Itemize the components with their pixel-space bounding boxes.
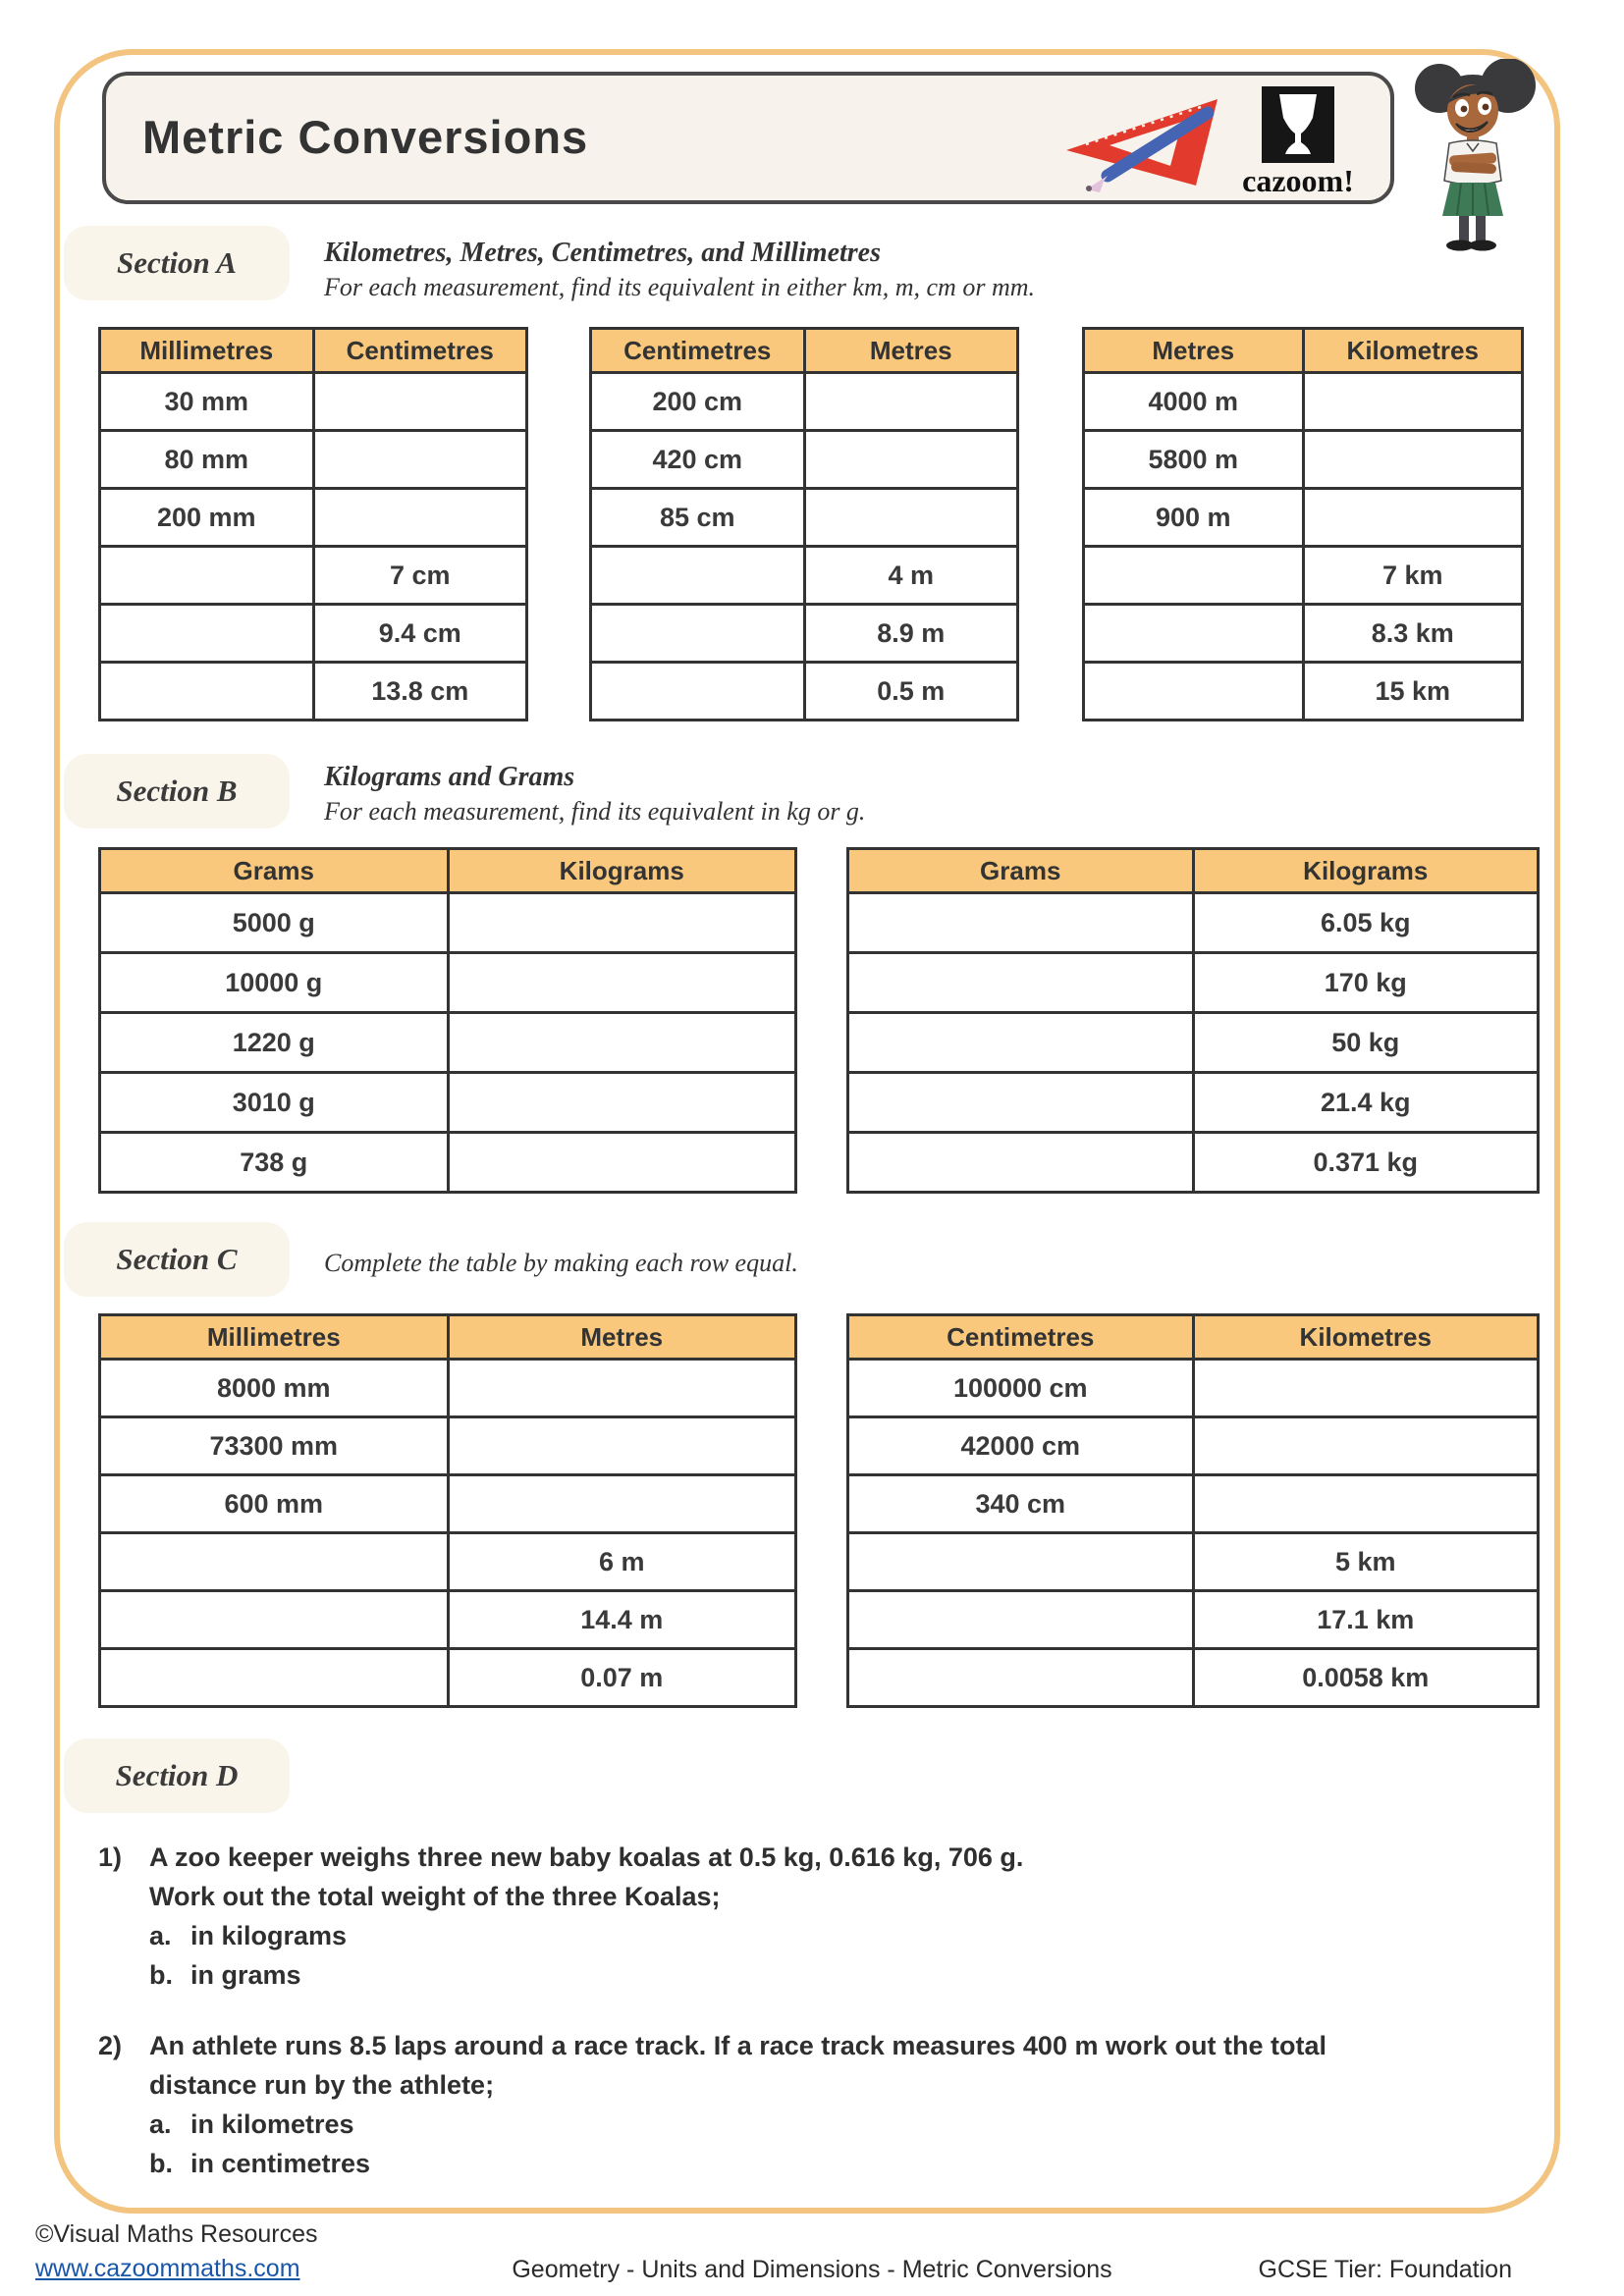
table-header-row	[592, 330, 1016, 374]
column-header: Millimetres	[206, 1321, 341, 1352]
answer-cell-blank	[1192, 1361, 1538, 1415]
answer-cell-blank	[803, 374, 1017, 429]
table-row	[849, 1361, 1537, 1415]
table-cell-value: 9.4 cm	[312, 606, 526, 661]
table-row	[101, 1361, 794, 1415]
answer-cell-blank	[849, 1650, 1192, 1705]
answer-cell-blank	[592, 664, 803, 719]
answer-cell-blank	[101, 664, 312, 719]
answer-cell-blank	[592, 548, 803, 603]
section-d-label: Section D	[64, 1738, 290, 1813]
answer-cell-blank	[849, 894, 1192, 951]
table-header-row	[101, 330, 525, 374]
table-row	[849, 1473, 1537, 1531]
table-cell-value: 900 m	[1155, 502, 1231, 532]
question-number: 2)	[98, 2031, 123, 2060]
table-row	[101, 661, 525, 719]
table-cell-value: 7 km	[1302, 548, 1522, 603]
table-row	[592, 429, 1016, 487]
table-cell-value: 4000 m	[1148, 386, 1239, 416]
answer-cell-blank	[849, 1074, 1192, 1131]
table-row	[101, 1011, 794, 1071]
table-row	[849, 1415, 1537, 1473]
question-subitem	[149, 2105, 1542, 2144]
subitem-text: in centimetres	[190, 2149, 371, 2178]
table-cell-value: 14.4 m	[447, 1592, 795, 1647]
table-row	[101, 1647, 794, 1705]
section-b-instruction: For each measurement, find its equivalent in kg or g.	[324, 797, 866, 826]
table-cell-value: 21.4 kg	[1192, 1074, 1538, 1131]
table-centimetres-kilometres	[846, 1313, 1540, 1708]
table-cell-value: 170 kg	[1192, 954, 1538, 1011]
table-row	[592, 545, 1016, 603]
table-cell-value: 10000 g	[225, 967, 323, 997]
table-row	[849, 951, 1537, 1011]
table-cell-value: 15 km	[1302, 664, 1522, 719]
question-text-line: An athlete runs 8.5 laps around a race track. If a race track measures 400 m work out the total	[149, 2031, 1326, 2060]
table-cell-value: 6 m	[447, 1534, 795, 1589]
answer-cell-blank	[849, 1592, 1192, 1647]
table-cell-value: 7 cm	[312, 548, 526, 603]
table-row	[101, 951, 794, 1011]
table-row	[101, 429, 525, 487]
table-header-row	[849, 850, 1537, 894]
column-header: Kilometres	[1302, 330, 1522, 371]
table-row	[1085, 374, 1521, 429]
table-row	[1085, 487, 1521, 545]
answer-cell-blank	[447, 1361, 795, 1415]
answer-cell-blank	[849, 1134, 1192, 1191]
section-a-label: Section A	[64, 226, 290, 300]
table-row	[1085, 661, 1521, 719]
table-row	[849, 1589, 1537, 1647]
table-cell-value: 200 mm	[156, 502, 256, 532]
table-row	[849, 1071, 1537, 1131]
footer-tier-text: GCSE Tier: Foundation	[1258, 2256, 1512, 2283]
table-row	[592, 603, 1016, 661]
table-row	[101, 1589, 794, 1647]
question-1	[98, 1838, 1542, 1995]
answer-cell-blank	[101, 1650, 447, 1705]
table-cell-value: 8000 mm	[216, 1372, 331, 1403]
worksheet-title: Metric Conversions	[142, 111, 589, 163]
answer-cell-blank	[101, 1534, 447, 1589]
answer-cell-blank	[1192, 1476, 1538, 1531]
answer-cell-blank	[1085, 606, 1302, 661]
cazoom-logo	[1232, 84, 1364, 198]
table-row	[1085, 603, 1521, 661]
table-cell-value: 42000 cm	[960, 1430, 1081, 1461]
table-cell-value: 8.3 km	[1302, 606, 1522, 661]
subitem-letter: b.	[149, 1960, 173, 1990]
answer-cell-blank	[447, 1134, 795, 1191]
table-centimetres-metres	[589, 327, 1019, 721]
answer-cell-blank	[1302, 490, 1522, 545]
answer-cell-blank	[849, 1014, 1192, 1071]
subitem-text: in kilograms	[190, 1921, 348, 1950]
table-cell-value: 0.371 kg	[1192, 1134, 1538, 1191]
table-row	[101, 1071, 794, 1131]
table-cell-value: 30 mm	[164, 386, 249, 416]
answer-cell-blank	[1302, 432, 1522, 487]
answer-cell-blank	[1085, 664, 1302, 719]
table-row	[101, 545, 525, 603]
table-grams-kilograms-left	[98, 847, 797, 1194]
table-cell-value: 0.07 m	[447, 1650, 795, 1705]
table-cell-value: 1220 g	[232, 1027, 315, 1057]
answer-cell-blank	[447, 954, 795, 1011]
table-row	[1085, 545, 1521, 603]
website-link[interactable]: www.cazoommaths.com	[35, 2255, 300, 2282]
cazoom-brand-text: cazoom!	[1242, 163, 1354, 198]
table-cell-value: 50 kg	[1192, 1014, 1538, 1071]
table-millimetres-metres	[98, 1313, 797, 1708]
table-row	[849, 1011, 1537, 1071]
table-cell-value: 13.8 cm	[312, 664, 526, 719]
table-cell-value: 420 cm	[652, 444, 743, 474]
table-cell-value: 200 cm	[652, 386, 743, 416]
answer-cell-blank	[447, 1418, 795, 1473]
answer-cell-blank	[447, 1476, 795, 1531]
answer-cell-blank	[447, 894, 795, 951]
column-header: Metres	[803, 330, 1017, 371]
column-header: Grams	[233, 855, 314, 885]
table-row	[101, 487, 525, 545]
answer-cell-blank	[1192, 1418, 1538, 1473]
table-cell-value: 0.5 m	[803, 664, 1017, 719]
table-cell-value: 8.9 m	[803, 606, 1017, 661]
table-header-row	[1085, 330, 1521, 374]
answer-cell-blank	[312, 490, 526, 545]
answer-cell-blank	[447, 1074, 795, 1131]
table-cell-value: 5800 m	[1148, 444, 1239, 474]
section-c-instruction: Complete the table by making each row equal.	[324, 1249, 798, 1277]
column-header: Centimetres	[947, 1321, 1095, 1352]
answer-cell-blank	[803, 432, 1017, 487]
answer-cell-blank	[849, 1534, 1192, 1589]
table-cell-value: 6.05 kg	[1192, 894, 1538, 951]
table-metres-kilometres	[1082, 327, 1524, 721]
question-number: 1)	[98, 1842, 123, 1872]
table-cell-value: 80 mm	[164, 444, 249, 474]
table-row	[592, 661, 1016, 719]
question-text-line: distance run by the athlete;	[149, 2070, 495, 2100]
table-row	[592, 487, 1016, 545]
column-header: Centimetres	[623, 335, 772, 365]
question-text-line: A zoo keeper weighs three new baby koalas at 0.5 kg, 0.616 kg, 706 g.	[149, 1842, 1024, 1872]
answer-cell-blank	[312, 374, 526, 429]
answer-cell-blank	[592, 606, 803, 661]
table-row	[101, 1131, 794, 1191]
table-header-row	[849, 1316, 1537, 1361]
table-header-row	[101, 850, 794, 894]
table-row	[101, 1473, 794, 1531]
student-character-illustration	[1410, 59, 1549, 253]
answer-cell-blank	[1302, 374, 1522, 429]
column-header: Centimetres	[312, 330, 526, 371]
answer-cell-blank	[447, 1014, 795, 1071]
section-a-heading: Kilometres, Metres, Centimetres, and Millimetres	[324, 238, 881, 268]
section-c-label: Section C	[64, 1222, 290, 1297]
set-square-and-pencil-icon	[1060, 83, 1232, 193]
subitem-letter: a.	[149, 2109, 172, 2139]
table-cell-value: 3010 g	[232, 1087, 315, 1117]
table-cell-value: 0.0058 km	[1192, 1650, 1538, 1705]
table-cell-value: 4 m	[803, 548, 1017, 603]
section-b-label: Section B	[64, 754, 290, 828]
copyright-text: ©Visual Maths Resources	[35, 2220, 318, 2248]
section-a-instruction: For each measurement, find its equivalent in either km, m, cm or mm.	[324, 273, 1036, 301]
footer-topic-text: Geometry - Units and Dimensions - Metric Conversions	[512, 2256, 1112, 2283]
column-header: Metres	[447, 1316, 795, 1358]
table-row	[849, 1531, 1537, 1589]
subitem-text: in kilometres	[190, 2109, 354, 2139]
table-millimetres-centimetres	[98, 327, 528, 721]
table-row	[101, 603, 525, 661]
column-header: Metres	[1152, 335, 1235, 365]
answer-cell-blank	[849, 954, 1192, 1011]
table-cell-value: 5000 g	[232, 907, 315, 937]
table-row	[849, 894, 1537, 951]
answer-cell-blank	[312, 432, 526, 487]
table-cell-value: 738 g	[240, 1147, 308, 1177]
table-row	[101, 894, 794, 951]
table-grams-kilograms-right	[846, 847, 1540, 1194]
section-b-heading: Kilograms and Grams	[324, 762, 575, 792]
question-subitem	[149, 1916, 1542, 1955]
column-header: Kilograms	[1192, 850, 1538, 891]
table-row	[101, 374, 525, 429]
table-row	[1085, 429, 1521, 487]
table-cell-value: 73300 mm	[209, 1430, 339, 1461]
table-row	[101, 1531, 794, 1589]
answer-cell-blank	[803, 490, 1017, 545]
table-row	[592, 374, 1016, 429]
table-cell-value: 5 km	[1192, 1534, 1538, 1589]
table-cell-value: 340 cm	[975, 1488, 1066, 1519]
question-2	[98, 2026, 1542, 2183]
column-header: Grams	[980, 855, 1061, 885]
table-row	[849, 1647, 1537, 1705]
column-header: Kilograms	[447, 850, 795, 891]
question-text-line: Work out the total weight of the three Koalas;	[149, 1882, 721, 1911]
subitem-letter: b.	[149, 2149, 173, 2178]
table-row	[101, 1415, 794, 1473]
table-cell-value: 600 mm	[224, 1488, 324, 1519]
subitem-text: in grams	[190, 1960, 301, 1990]
question-subitem	[149, 2144, 1542, 2183]
column-header: Kilometres	[1192, 1316, 1538, 1358]
table-header-row	[101, 1316, 794, 1361]
answer-cell-blank	[1085, 548, 1302, 603]
table-cell-value: 85 cm	[659, 502, 735, 532]
subitem-letter: a.	[149, 1921, 172, 1950]
question-subitem	[149, 1955, 1542, 1995]
answer-cell-blank	[101, 1592, 447, 1647]
table-cell-value: 100000 cm	[952, 1372, 1088, 1403]
answer-cell-blank	[101, 548, 312, 603]
table-cell-value: 17.1 km	[1192, 1592, 1538, 1647]
table-row	[849, 1131, 1537, 1191]
answer-cell-blank	[101, 606, 312, 661]
column-header: Millimetres	[139, 335, 274, 365]
